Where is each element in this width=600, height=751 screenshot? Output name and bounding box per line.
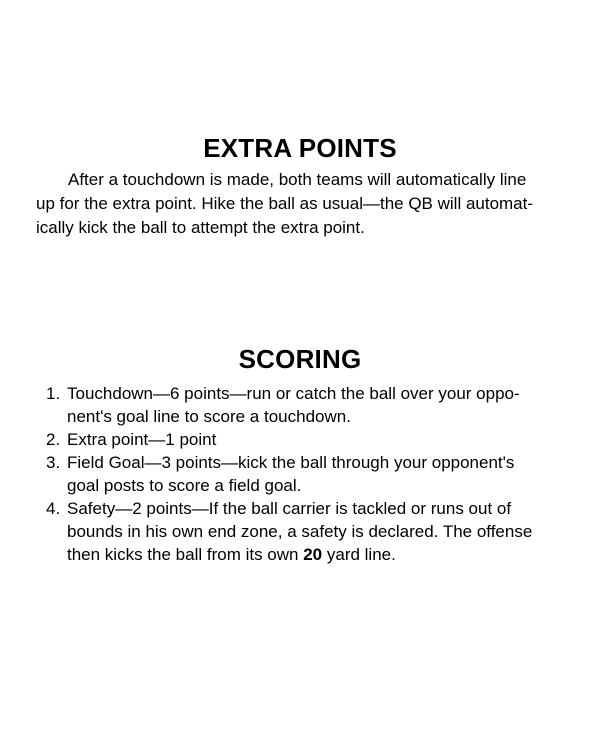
list-item bbox=[46, 428, 566, 451]
item-line: Extra point—1 point bbox=[67, 430, 217, 449]
item-line: goal posts to score a field goal. bbox=[67, 476, 302, 495]
item-line: bounds in his own end zone, a safety is declared. The offense bbox=[67, 522, 533, 541]
item-line-text: then kicks the ball from its own bbox=[67, 545, 304, 564]
yard-line-number: 20 bbox=[303, 545, 323, 564]
item-line: Safety—2 points—If the ball carrier is tackled or runs out of bbox=[67, 499, 512, 518]
list-item bbox=[46, 451, 566, 497]
item-line bbox=[67, 543, 566, 566]
item-line-text: yard line. bbox=[322, 545, 396, 564]
extra-points-heading: EXTRA POINTS bbox=[203, 133, 397, 163]
item-line: Field Goal—3 points—kick the ball through your opponent's bbox=[67, 453, 515, 472]
paragraph-line: ically kick the ball to attempt the extra point. bbox=[36, 218, 365, 237]
item-number: 4. bbox=[46, 499, 61, 518]
paragraph-line: up for the extra point. Hike the ball as usual—the QB will automat- bbox=[36, 194, 534, 213]
item-number: 1. bbox=[46, 384, 61, 403]
scoring-list bbox=[46, 382, 566, 566]
item-line: Touchdown—6 points—run or catch the ball over your oppo- bbox=[67, 384, 520, 403]
scoring-heading: SCORING bbox=[238, 344, 362, 374]
extra-points-paragraph bbox=[36, 168, 566, 240]
list-item bbox=[46, 497, 566, 566]
list-item bbox=[46, 382, 566, 428]
item-number: 3. bbox=[46, 453, 61, 472]
item-line: nent's goal line to score a touchdown. bbox=[67, 407, 351, 426]
item-number: 2. bbox=[46, 430, 61, 449]
paragraph-line: After a touchdown is made, both teams will automatically line bbox=[68, 170, 527, 189]
